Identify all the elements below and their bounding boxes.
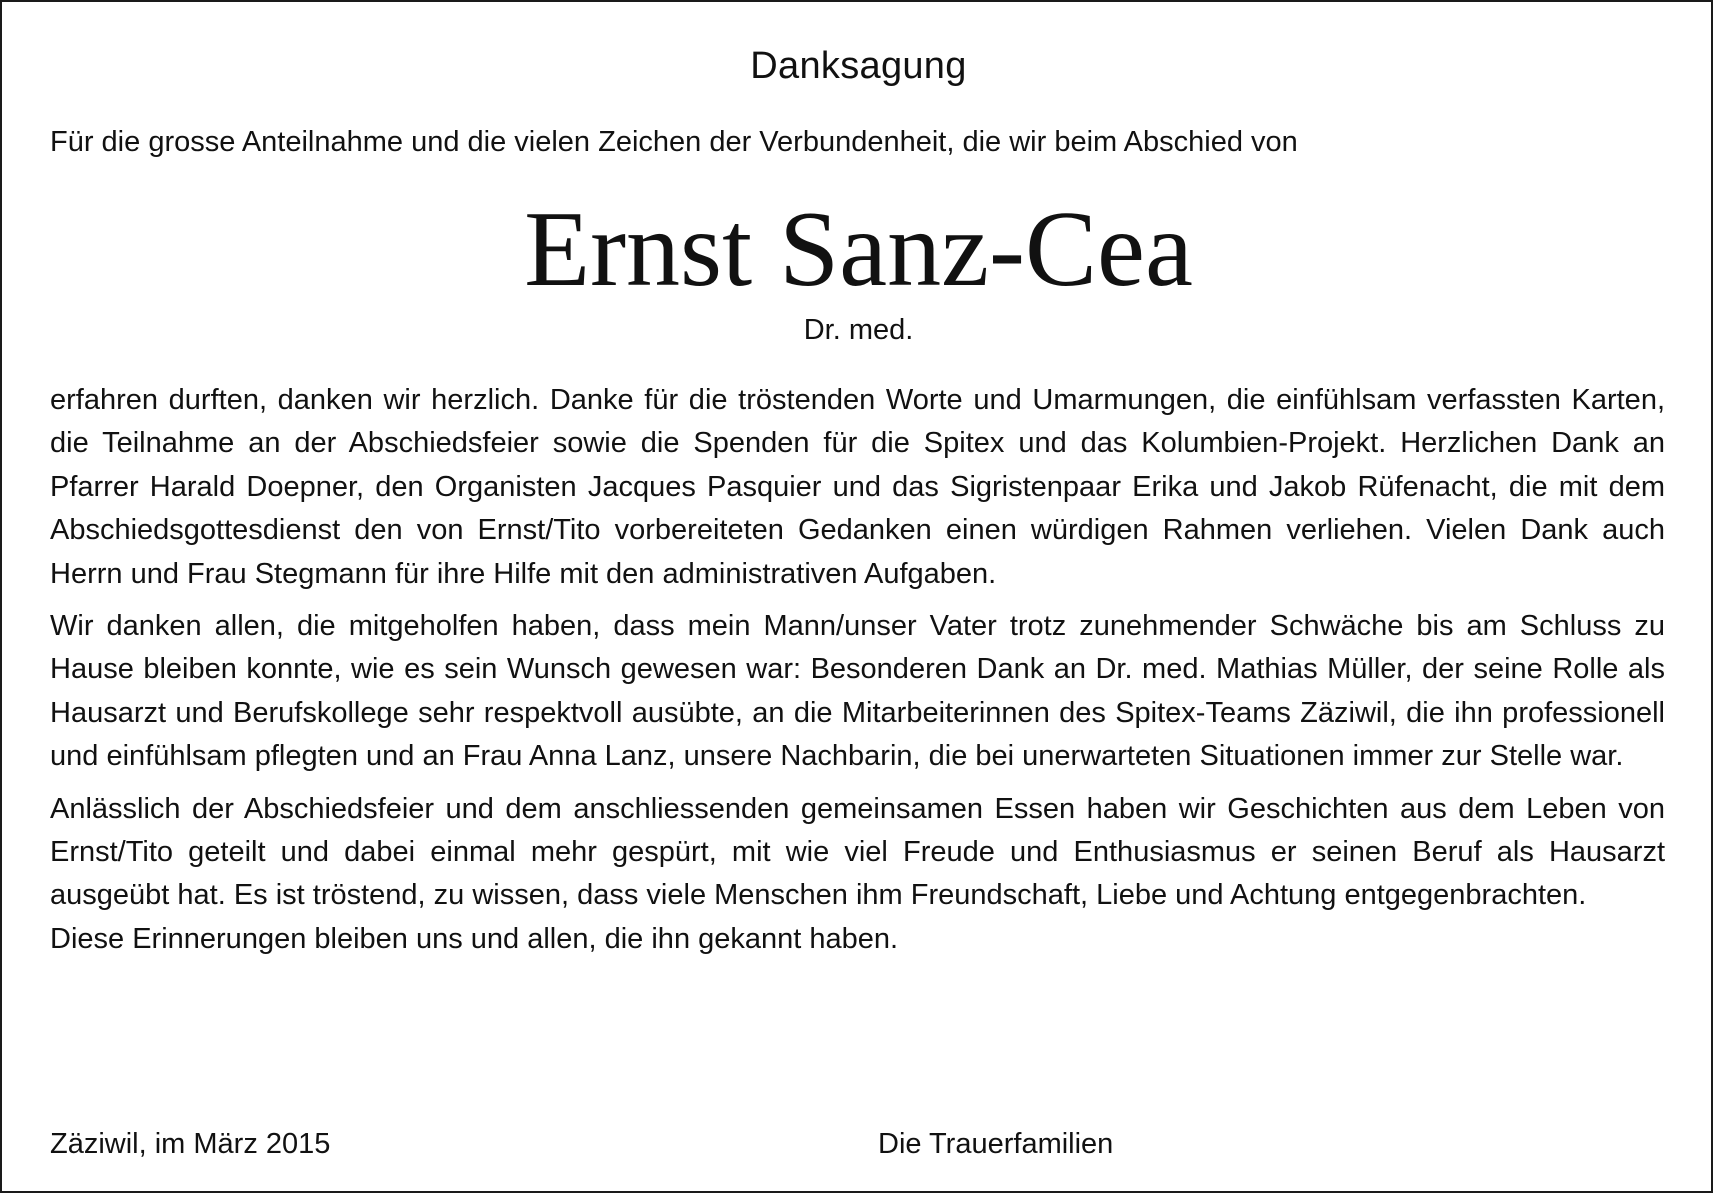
notice-heading: Danksagung xyxy=(750,45,967,87)
intro-line: Für die grosse Anteilnahme und die vielen Zeichen der Verbundenheit, die wir beim Abschied von xyxy=(50,126,1298,158)
paragraph-memories: Anlässlich der Abschiedsfeier und dem anschliessenden gemeinsamen Essen haben wir Geschichten aus dem Leben von Ernst/Tito geteilt und dabei einmal mehr gespürt, mit wie viel Freude und Enthusiasmus er seinen Beruf als Hausarzt ausgeübt hat. Es ist tröstend, zu wissen, dass viele Menschen ihm Freundschaft, Liebe und Achtung entgegenbrachten. xyxy=(50,792,1665,912)
deceased-name: Ernst Sanz-Cea xyxy=(524,190,1193,309)
notice-body xyxy=(50,379,1665,970)
academic-title: Dr. med. xyxy=(803,314,914,346)
place-date: Zäziwil, im März 2015 xyxy=(50,1128,331,1160)
signature: Die Trauerfamilien xyxy=(878,1128,1114,1160)
paragraph-care: Wir danken allen, die mitgeholfen haben, dass mein Mann/unser Vater trotz zunehmender Schwäche bis am Schluss zu Hause bleiben konnte, wie es sein Wunsch gewesen war: Besonderen Dank an Dr. med. Mathias Müller, der seine Rolle als Hausarzt und Berufskollege sehr respektvoll ausübte, an die Mitarbeiterinnen des Spitex-Teams Zäziwil, die ihn professionell und einfühlsam pflegten und an Frau Anna Lanz, unsere Nachbarin, die bei unerwarteten Situationen immer zur Stelle war. xyxy=(50,610,1665,773)
paragraph-closing: Diese Erinnerungen bleiben uns und allen, die ihn gekannt haben. xyxy=(50,922,899,955)
paragraph-thanks: erfahren durften, danken wir herzlich. Danke für die tröstenden Worte und Umarmungen, die einfühlsam verfassten Karten, die Teilnahme an der Abschiedsfeier sowie die Spenden für die Spitex und das Kolumbien-Projekt. Herzlichen Dank an Pfarrer Harald Doepner, den Organisten Jacques Pasquier und das Sigristenpaar Erika und Jakob Rüfenacht, die mit dem Abschiedsgottesdienst den von Ernst/Tito vorbereiteten Gedanken einen würdigen Rahmen verliehen. Vielen Dank auch Herrn und Frau Stegmann für ihre Hilfe mit den administrativen Aufgaben. xyxy=(50,384,1665,590)
